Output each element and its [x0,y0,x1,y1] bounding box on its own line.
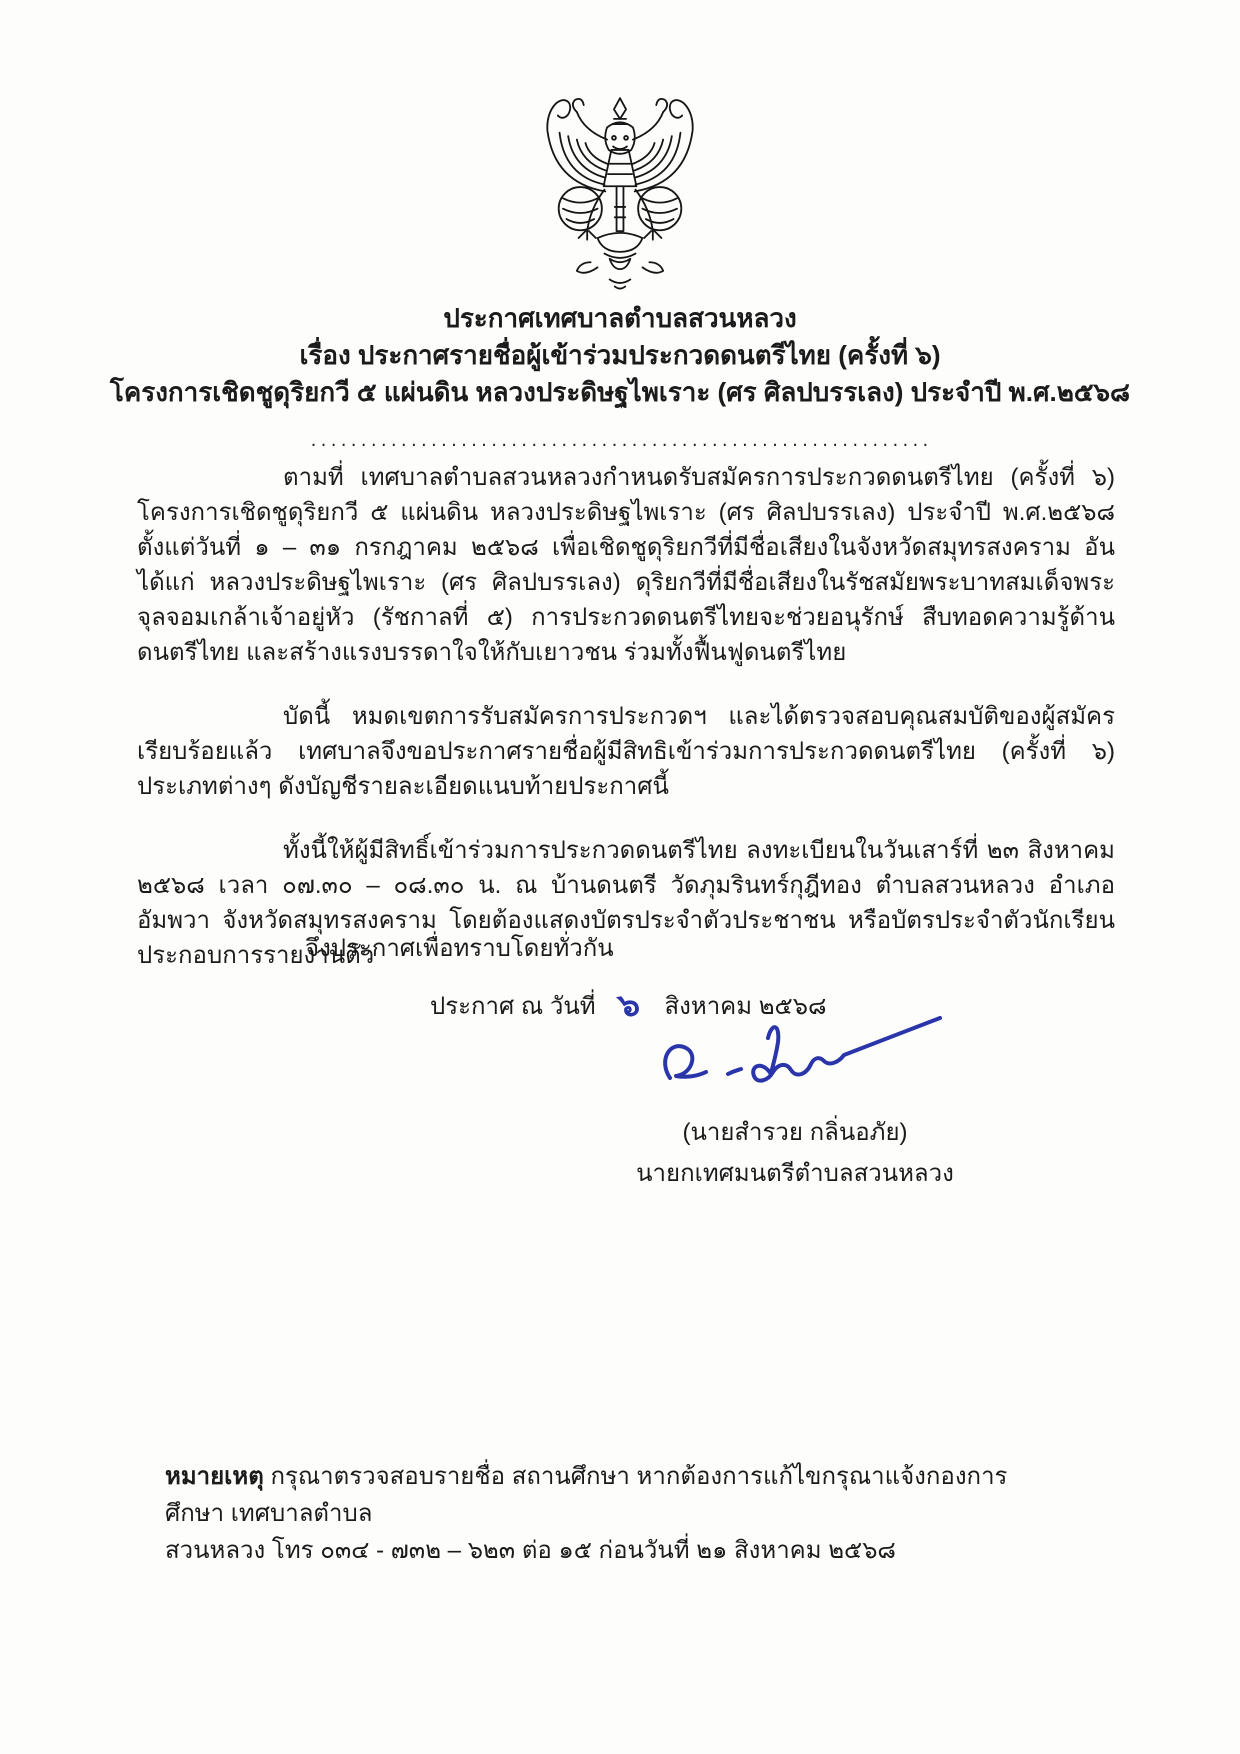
divider-dots: .............................................................. [309,432,931,450]
subject-line: เรื่อง ประกาศรายชื่อผู้เข้าร่วมประกวดดนตรีไทย (ครั้งที่ ๖) [299,340,941,370]
footnote-line-2: สวนหลวง โทร ๐๓๔ - ๗๓๒ – ๖๒๓ ต่อ ๑๕ ก่อนวันที่ ๒๑ สิงหาคม ๒๕๖๘ [165,1537,896,1564]
handwritten-day: ๖ [614,984,642,1025]
paragraph-3: ทั้งนี้ให้ผู้มีสิทธิ์เข้าร่วมการประกวดดนตรีไทย ลงทะเบียนในวันเสาร์ที่ ๒๓ สิงหาคม ๒๕๖๘ เวลา ๐๗.๓๐ – ๐๘.๓๐ น. ณ บ้านดนตรี วัดภุมรินทร์กุฎีทอง ตำบลสวนหลวง อำเภออัมพวา จังหวัดสมุทรสงคราม โดยต้องแสดงบัตรประจำตัวประชาชน หรือบัตรประจำตัวนักเรียน ประกอบการรายงานตัว [137,837,1115,969]
footnote [165,1458,1025,1569]
paragraph-1: ตามที่ เทศบาลตำบลสวนหลวงกำหนดรับสมัครการประกวดดนตรีไทย (ครั้งที่ ๖) โครงการเชิดชูดุริยกวี ๕ แผ่นดิน หลวงประดิษฐไพเราะ (ศร ศิลปบรรเลง) ประจำปี พ.ศ.๒๕๖๘ ตั้งแต่วันที่ ๑ – ๓๑ กรกฎาคม ๒๕๖๘ เพื่อเชิดชูดุริยกวีที่มีชื่อเสียงในจังหวัดสมุทรสงคราม อันได้แก่ หลวงประดิษฐไพเราะ (ศร ศิลปบรรเลง) ดุริยกวีที่มีชื่อเสียงในรัชสมัยพระบาทสมเด็จพระจุลจอมเกล้าเจ้าอยู่หัว (รัชกาลที่ ๕) การประกวดดนตรีไทยจะช่วยอนุรักษ์ สืบทอดความรู้ด้านดนตรีไทย และสร้างแรงบรรดาใจให้กับเยาวชน ร่วมทั้งฟื้นฟูดนตรีไทย [137,464,1115,666]
footnote-text-1: กรุณาตรวจสอบรายชื่อ สถานศึกษา หากต้องการแก้ไขกรุณาแจ้งกองการศึกษา เทศบาลตำบล [165,1463,1008,1527]
signer-name: (นายสำรวย กลิ่นอภัย) [682,1119,908,1146]
closing-line: จึงประกาศเพื่อทราบโดยทั่วกัน [305,935,614,962]
signature-scribble [640,1008,960,1113]
date-prefix: ประกาศ ณ วันที่ [430,993,596,1020]
page-title: ประกาศเทศบาลตำบลสวนหลวง [443,303,797,333]
footnote-line-1 [165,1458,1025,1532]
project-line: โครงการเชิดชูดุริยกวี ๕ แผ่นดิน หลวงประดิษฐไพเราะ (ศร ศิลปบรรเลง) ประจำปี พ.ศ.๒๕๖๘ [109,377,1131,407]
paragraph-2: บัดนี้ หมดเขตการรับสมัครการประกวดฯ และได้ตรวจสอบคุณสมบัติของผู้สมัครเรียบร้อยแล้ว เทศบาลจึงขอประกาศรายชื่อผู้มีสิทธิเข้าร่วมการประกวดดนตรีไทย (ครั้งที่ ๖) ประเภทต่างๆ ดังบัญชีรายละเอียดแนบท้ายประกาศนี้ [137,703,1115,800]
body-text [137,460,1115,1002]
signer-block [560,1112,1030,1194]
signer-title: นายกเทศมนตรีตำบลสวนหลวง [636,1160,954,1187]
date-suffix: สิงหาคม ๒๕๖๘ [664,993,827,1020]
title-block [70,300,1170,411]
footnote-label: หมายเหตุ [165,1463,264,1490]
garuda-emblem-icon [525,88,715,300]
